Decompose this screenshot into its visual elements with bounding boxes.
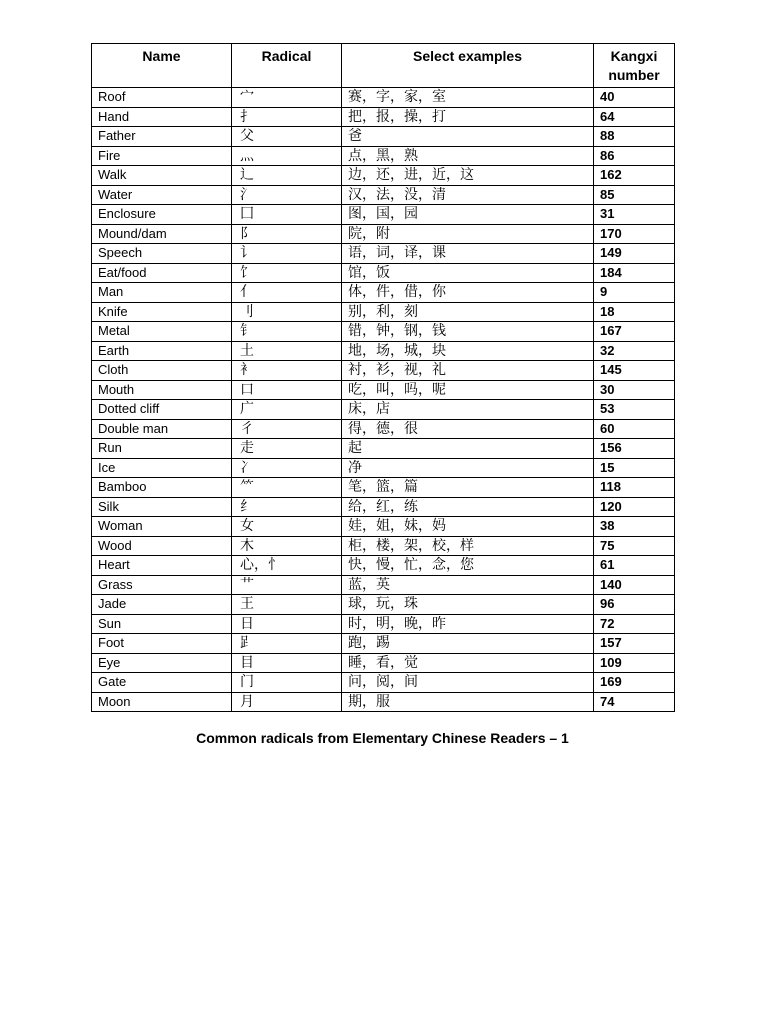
- examples-cell: 别，利，刻: [342, 302, 594, 322]
- kangxi-number-cell: 170: [594, 224, 675, 244]
- header-examples: Select examples: [342, 44, 594, 88]
- radical-cell: 囗: [232, 205, 342, 225]
- examples-cell: 馆，饭: [342, 263, 594, 283]
- table-row: [92, 205, 675, 225]
- examples-cell: 给，红，练: [342, 497, 594, 517]
- kangxi-number-cell: 88: [594, 127, 675, 147]
- radical-cell: 氵: [232, 185, 342, 205]
- examples-cell: 体，件，借，你: [342, 283, 594, 303]
- header-kangxi-number: Kangxi number: [594, 44, 675, 88]
- kangxi-number-cell: 169: [594, 673, 675, 693]
- radical-cell: 广: [232, 400, 342, 420]
- table-row: [92, 224, 675, 244]
- examples-cell: 图，国，园: [342, 205, 594, 225]
- name-cell: Father: [92, 127, 232, 147]
- table-row: [92, 244, 675, 264]
- radical-cell: 日: [232, 614, 342, 634]
- radical-cell: 亻: [232, 283, 342, 303]
- name-cell: Walk: [92, 166, 232, 186]
- kangxi-number-cell: 157: [594, 634, 675, 654]
- radical-cell: 灬: [232, 146, 342, 166]
- table-row: [92, 341, 675, 361]
- table-row: [92, 439, 675, 459]
- kangxi-number-cell: 184: [594, 263, 675, 283]
- kangxi-number-cell: 149: [594, 244, 675, 264]
- table-caption: Common radicals from Elementary Chinese Readers – 1: [196, 730, 569, 746]
- table-row: [92, 88, 675, 108]
- examples-cell: 衬，衫，视，礼: [342, 361, 594, 381]
- examples-cell: 点，黑，熟: [342, 146, 594, 166]
- table-row: [92, 283, 675, 303]
- kangxi-number-cell: 9: [594, 283, 675, 303]
- radical-cell: 钅: [232, 322, 342, 342]
- kangxi-number-cell: 74: [594, 692, 675, 712]
- table-row: [92, 575, 675, 595]
- kangxi-number-cell: 167: [594, 322, 675, 342]
- radical-cell: 衤: [232, 361, 342, 381]
- kangxi-number-cell: 85: [594, 185, 675, 205]
- examples-cell: 期，服: [342, 692, 594, 712]
- kangxi-number-cell: 118: [594, 478, 675, 498]
- radical-cell: 土: [232, 341, 342, 361]
- radicals-table: [91, 43, 675, 712]
- kangxi-number-cell: 96: [594, 595, 675, 615]
- table-row: [92, 263, 675, 283]
- kangxi-number-cell: 61: [594, 556, 675, 576]
- name-cell: Metal: [92, 322, 232, 342]
- kangxi-number-cell: 31: [594, 205, 675, 225]
- examples-cell: 笔，篮，篇: [342, 478, 594, 498]
- name-cell: Earth: [92, 341, 232, 361]
- table-row: [92, 595, 675, 615]
- name-cell: Heart: [92, 556, 232, 576]
- radical-cell: 冫: [232, 458, 342, 478]
- table-row: [92, 653, 675, 673]
- examples-cell: 吃，叫，吗，呢: [342, 380, 594, 400]
- examples-cell: 边，还，进，近，这: [342, 166, 594, 186]
- table-row: [92, 107, 675, 127]
- examples-cell: 时，明，晚，昨: [342, 614, 594, 634]
- table-row: [92, 419, 675, 439]
- name-cell: Mound/dam: [92, 224, 232, 244]
- radical-cell: 口: [232, 380, 342, 400]
- examples-cell: 汉，法，没，清: [342, 185, 594, 205]
- table-row: [92, 634, 675, 654]
- examples-cell: 柜，楼，架，校，样: [342, 536, 594, 556]
- kangxi-number-cell: 140: [594, 575, 675, 595]
- kangxi-number-cell: 72: [594, 614, 675, 634]
- examples-cell: 爸: [342, 127, 594, 147]
- radical-cell: 𧾷: [232, 634, 342, 654]
- table-row: [92, 556, 675, 576]
- kangxi-number-cell: 30: [594, 380, 675, 400]
- radical-cell: 艹: [232, 575, 342, 595]
- kangxi-number-cell: 162: [594, 166, 675, 186]
- kangxi-number-cell: 38: [594, 517, 675, 537]
- radical-cell: 饣: [232, 263, 342, 283]
- kangxi-number-cell: 60: [594, 419, 675, 439]
- table-row: [92, 458, 675, 478]
- examples-cell: 院，附: [342, 224, 594, 244]
- kangxi-number-cell: 75: [594, 536, 675, 556]
- examples-cell: 净: [342, 458, 594, 478]
- name-cell: Gate: [92, 673, 232, 693]
- header-row: [92, 44, 675, 88]
- header-name: Name: [92, 44, 232, 88]
- radical-cell: 彳: [232, 419, 342, 439]
- examples-cell: 睡，看，觉: [342, 653, 594, 673]
- header-radical: Radical: [232, 44, 342, 88]
- table-body: [92, 88, 675, 712]
- table-row: [92, 517, 675, 537]
- name-cell: Knife: [92, 302, 232, 322]
- kangxi-number-cell: 40: [594, 88, 675, 108]
- radical-cell: 月: [232, 692, 342, 712]
- name-cell: Cloth: [92, 361, 232, 381]
- name-cell: Ice: [92, 458, 232, 478]
- radical-cell: 阝: [232, 224, 342, 244]
- examples-cell: 得，德，很: [342, 419, 594, 439]
- radical-cell: 女: [232, 517, 342, 537]
- kangxi-number-cell: 145: [594, 361, 675, 381]
- kangxi-number-cell: 86: [594, 146, 675, 166]
- table-row: [92, 361, 675, 381]
- examples-cell: 起: [342, 439, 594, 459]
- name-cell: Woman: [92, 517, 232, 537]
- name-cell: Run: [92, 439, 232, 459]
- name-cell: Eye: [92, 653, 232, 673]
- table-row: [92, 497, 675, 517]
- radical-cell: 父: [232, 127, 342, 147]
- examples-cell: 快，慢，忙，念，您: [342, 556, 594, 576]
- table-row: [92, 127, 675, 147]
- name-cell: Jade: [92, 595, 232, 615]
- name-cell: Eat/food: [92, 263, 232, 283]
- radical-cell: 走: [232, 439, 342, 459]
- kangxi-number-cell: 109: [594, 653, 675, 673]
- examples-cell: 球，玩，珠: [342, 595, 594, 615]
- table-row: [92, 400, 675, 420]
- kangxi-number-cell: 120: [594, 497, 675, 517]
- name-cell: Double man: [92, 419, 232, 439]
- table-row: [92, 673, 675, 693]
- name-cell: Fire: [92, 146, 232, 166]
- radical-cell: 辶: [232, 166, 342, 186]
- name-cell: Mouth: [92, 380, 232, 400]
- name-cell: Silk: [92, 497, 232, 517]
- name-cell: Dotted cliff: [92, 400, 232, 420]
- kangxi-number-cell: 64: [594, 107, 675, 127]
- radical-cell: 扌: [232, 107, 342, 127]
- examples-cell: 娃，姐，妹，妈: [342, 517, 594, 537]
- kangxi-number-cell: 53: [594, 400, 675, 420]
- examples-cell: 床，店: [342, 400, 594, 420]
- name-cell: Moon: [92, 692, 232, 712]
- examples-cell: 蓝，英: [342, 575, 594, 595]
- name-cell: Grass: [92, 575, 232, 595]
- name-cell: Speech: [92, 244, 232, 264]
- radical-cell: 纟: [232, 497, 342, 517]
- name-cell: Bamboo: [92, 478, 232, 498]
- radical-cell: 宀: [232, 88, 342, 108]
- examples-cell: 错，钟，钢，钱: [342, 322, 594, 342]
- radical-cell: 讠: [232, 244, 342, 264]
- table-row: [92, 185, 675, 205]
- examples-cell: 语，词，译，课: [342, 244, 594, 264]
- table-row: [92, 146, 675, 166]
- examples-cell: 把，报，操，打: [342, 107, 594, 127]
- radical-cell: 目: [232, 653, 342, 673]
- radical-cell: ⺮: [232, 478, 342, 498]
- table-row: [92, 322, 675, 342]
- table-header: [92, 44, 675, 88]
- radical-cell: 木: [232, 536, 342, 556]
- name-cell: Roof: [92, 88, 232, 108]
- table-row: [92, 614, 675, 634]
- examples-cell: 跑，踢: [342, 634, 594, 654]
- table-row: [92, 536, 675, 556]
- kangxi-number-cell: 15: [594, 458, 675, 478]
- kangxi-number-cell: 32: [594, 341, 675, 361]
- kangxi-number-cell: 18: [594, 302, 675, 322]
- examples-cell: 问，阅，间: [342, 673, 594, 693]
- name-cell: Foot: [92, 634, 232, 654]
- name-cell: Wood: [92, 536, 232, 556]
- name-cell: Hand: [92, 107, 232, 127]
- table-row: [92, 302, 675, 322]
- name-cell: Man: [92, 283, 232, 303]
- name-cell: Enclosure: [92, 205, 232, 225]
- name-cell: Water: [92, 185, 232, 205]
- radical-cell: 门: [232, 673, 342, 693]
- radical-cell: 王: [232, 595, 342, 615]
- radical-cell: 心，忄: [232, 556, 342, 576]
- examples-cell: 赛，字，家，室: [342, 88, 594, 108]
- table-row: [92, 380, 675, 400]
- table-row: [92, 692, 675, 712]
- radical-cell: 刂: [232, 302, 342, 322]
- kangxi-number-cell: 156: [594, 439, 675, 459]
- table-row: [92, 478, 675, 498]
- examples-cell: 地，场，城，块: [342, 341, 594, 361]
- table-row: [92, 166, 675, 186]
- name-cell: Sun: [92, 614, 232, 634]
